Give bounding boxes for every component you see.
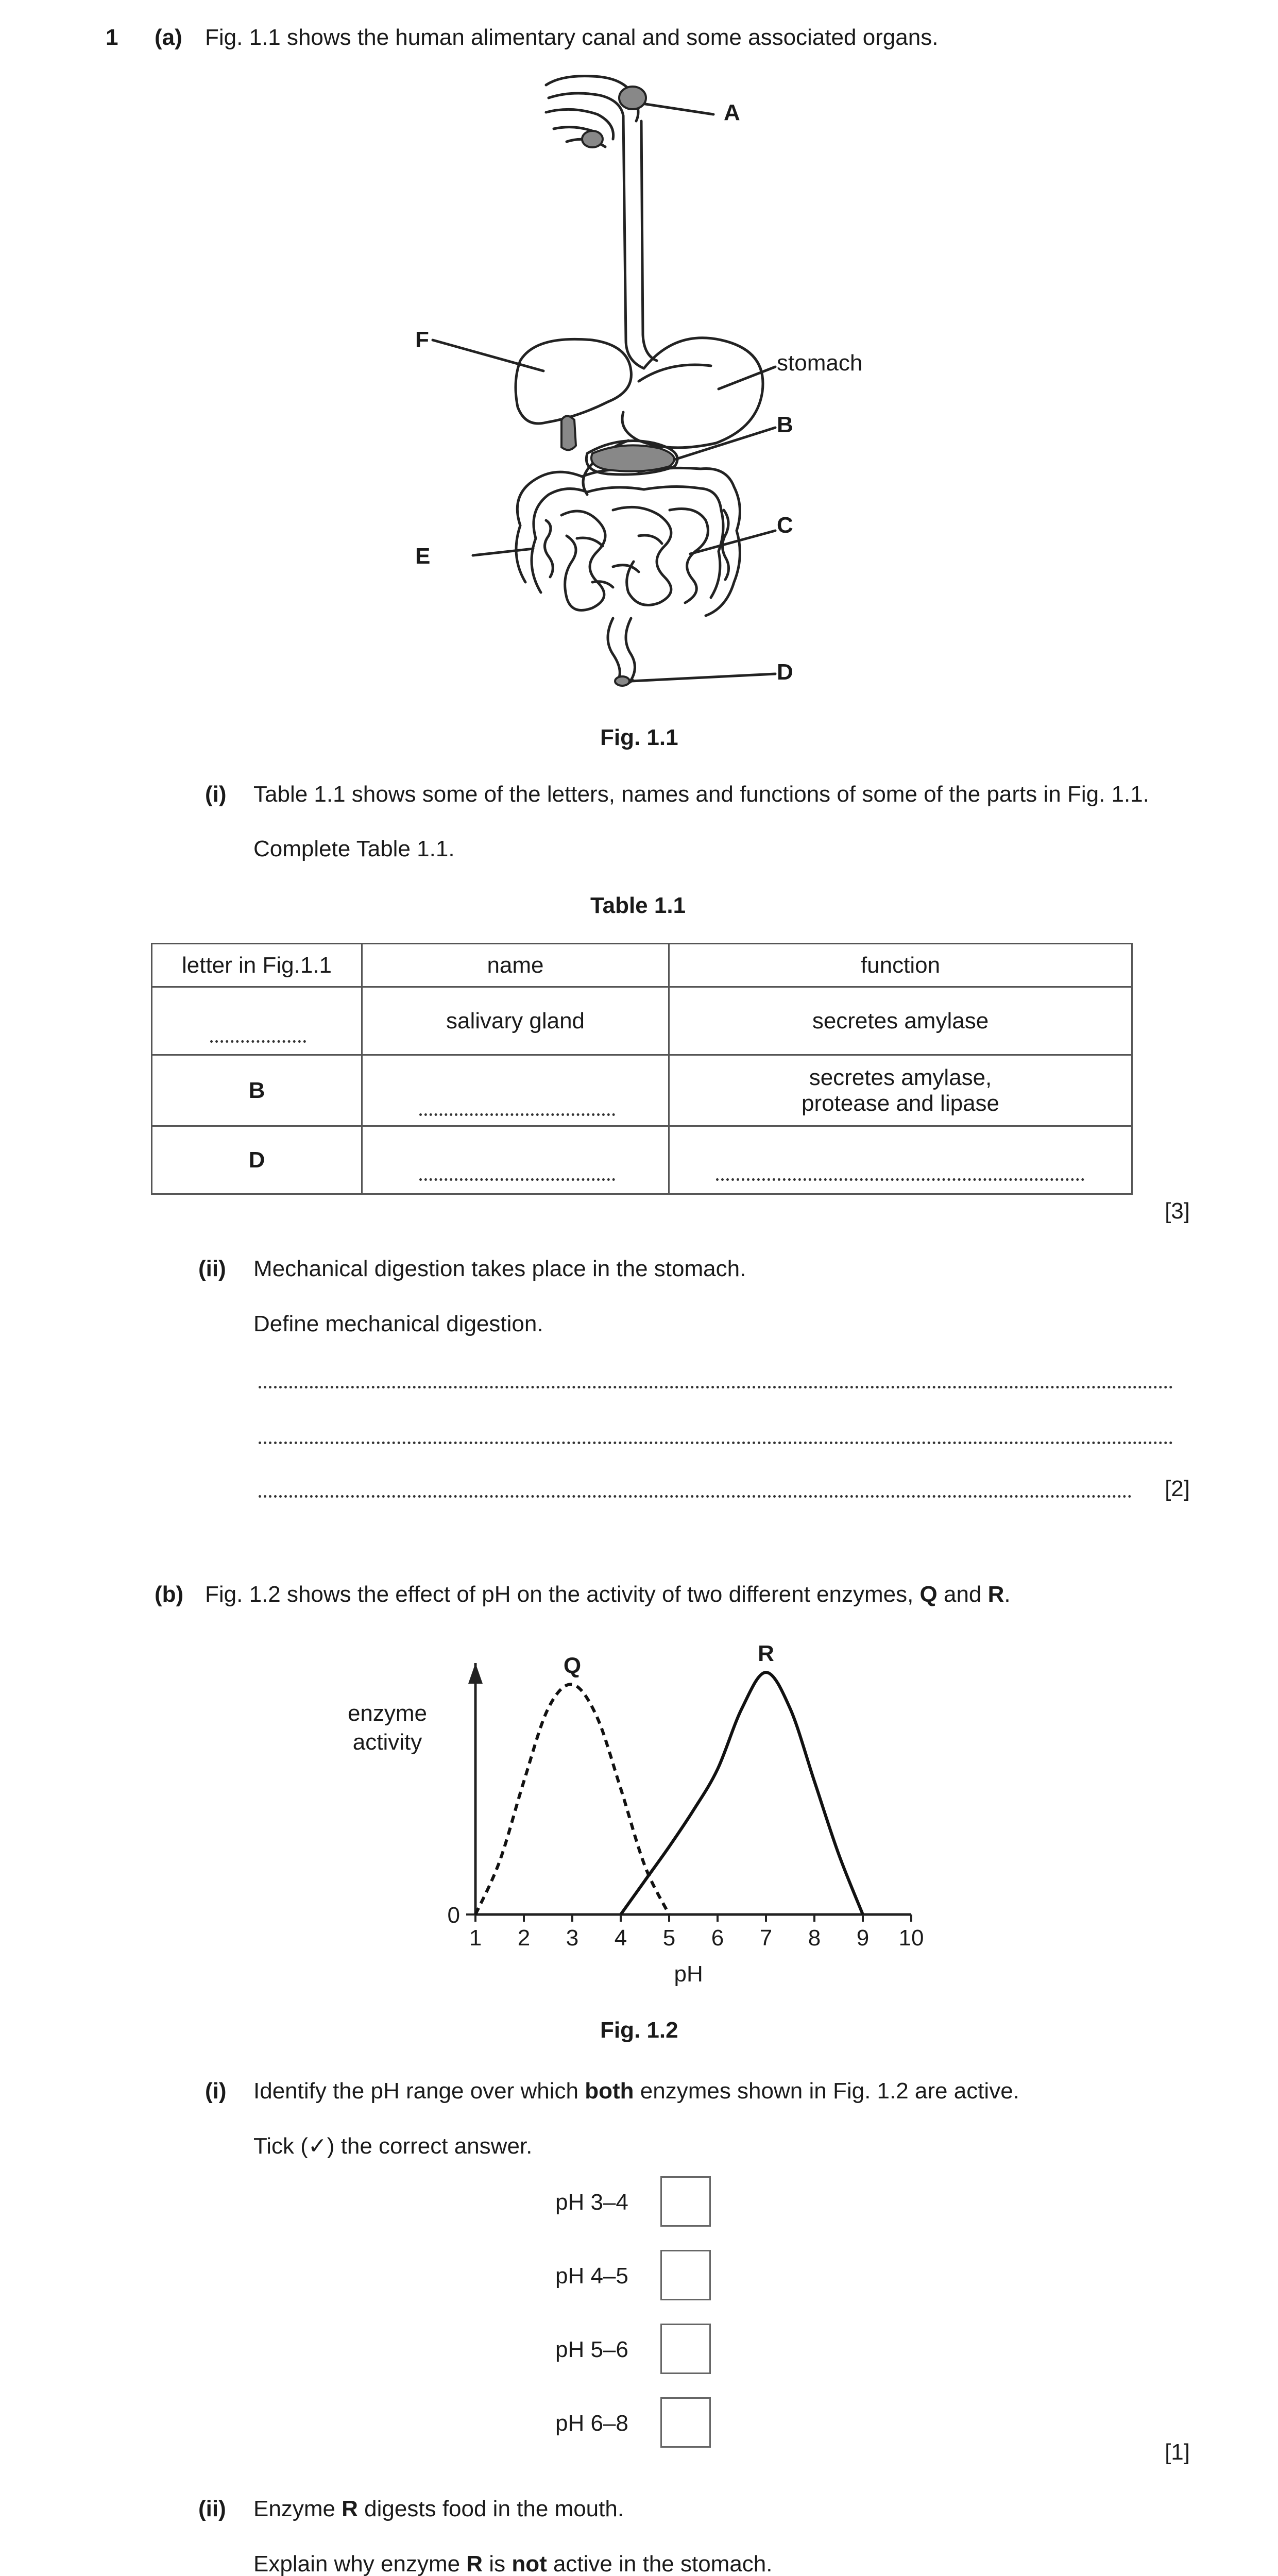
instr-bold-not: not [512, 2551, 547, 2576]
part-b-i-text [253, 2078, 1019, 2104]
part-b-i-text-bold: both [585, 2078, 634, 2104]
x-tick-label: 9 [856, 1925, 870, 1951]
part-b-ii-label: (ii) [198, 2496, 226, 2521]
marks-b-i: [1] [1165, 2439, 1190, 2465]
part-b-i-label: (i) [205, 2078, 227, 2104]
y-tick-label: 0 [447, 1903, 460, 1928]
x-axis-label: pH [674, 1961, 703, 1987]
tick-box-ph-3-4[interactable] [660, 2176, 711, 2227]
enzyme-q-ref: Q [919, 1582, 938, 1607]
instr-post: active in the stomach. [547, 2551, 773, 2576]
marks-a-ii: [2] [1165, 1476, 1190, 1501]
part-a-intro: Fig. 1.1 shows the human alimentary canal and some associated organs. [205, 25, 939, 50]
part-b-intro-end: . [1004, 1582, 1011, 1607]
series-q-line [475, 1684, 669, 1914]
series-q-label: Q [563, 1653, 582, 1679]
x-tick-label: 2 [517, 1925, 531, 1951]
tick-box-ph-6-8[interactable] [660, 2397, 711, 2448]
x-tick-label: 8 [808, 1925, 821, 1951]
part-b-ii-text-pre: Enzyme [253, 2496, 342, 2521]
option-label: pH 5–6 [555, 2337, 628, 2362]
part-a-label: (a) [155, 25, 182, 50]
tick-box-ph-4-5[interactable] [660, 2250, 711, 2300]
x-tick-label: 7 [759, 1925, 773, 1951]
x-tick-label: 4 [614, 1925, 627, 1951]
part-b-ii-text-bold: R [342, 2496, 358, 2521]
table-header: function [669, 944, 1132, 987]
part-b-i-instruction: Tick (✓) the correct answer. [253, 2133, 533, 2159]
part-a-i-label: (i) [205, 782, 227, 807]
x-tick-label: 6 [711, 1925, 724, 1951]
series-r-line [621, 1672, 863, 1914]
part-b-ii-instruction [253, 2551, 772, 2576]
label-A: A [724, 100, 740, 125]
x-tick-label: 5 [662, 1925, 676, 1951]
table-1-1-title: Table 1.1 [590, 893, 686, 918]
part-b-label: (b) [155, 1582, 184, 1607]
label-C: C [777, 513, 793, 538]
tick-box-ph-5-6[interactable] [660, 2324, 711, 2374]
part-b-ii-text [253, 2496, 624, 2522]
table-cell-line: secretes amylase, [809, 1064, 992, 1090]
part-b-i-text-post: enzymes shown in Fig. 1.2 are active. [634, 2078, 1019, 2104]
part-a-ii-instruction: Define mechanical digestion. [253, 1311, 543, 1336]
part-a-i-text: Table 1.1 shows some of the letters, names and functions of some of the parts in Fig. 1.1. [253, 782, 1149, 807]
y-axis-arrow [468, 1663, 483, 1684]
y-axis-label: enzyme [347, 1701, 428, 1726]
instr-mid: is [483, 2551, 512, 2576]
option-label: pH 4–5 [555, 2263, 628, 2289]
label-E: E [415, 544, 431, 569]
enzyme-r-ref: R [987, 1582, 1004, 1607]
x-tick-label: 1 [469, 1925, 482, 1951]
instr-bold-r: R [466, 2551, 483, 2576]
table-header: letter in Fig.1.1 [152, 944, 362, 987]
y-axis-label: activity [352, 1730, 422, 1755]
table-cell: D [152, 1126, 362, 1194]
option-label: pH 3–4 [555, 2190, 628, 2215]
series-r-label: R [758, 1641, 774, 1666]
x-tick-label: 3 [566, 1925, 579, 1951]
label-F: F [415, 327, 429, 352]
figure-1-2-caption: Fig. 1.2 [600, 2018, 678, 2043]
part-a-i-instruction: Complete Table 1.1. [253, 836, 455, 861]
option-label: pH 6–8 [555, 2411, 628, 2436]
part-b-intro-and: and [937, 1582, 988, 1607]
part-b-intro-text: Fig. 1.2 shows the effect of pH on the activity of two different enzymes, [205, 1582, 920, 1607]
x-tick-label: 10 [898, 1925, 924, 1951]
label-stomach: stomach [777, 350, 863, 376]
figure-1-1-caption: Fig. 1.1 [600, 725, 678, 750]
label-B: B [777, 412, 793, 437]
part-a-ii-label: (ii) [198, 1256, 226, 1281]
question-number: 1 [106, 25, 118, 50]
table-cell-line: protease and lipase [801, 1090, 1000, 1116]
part-a-ii-text: Mechanical digestion takes place in the stomach. [253, 1256, 746, 1281]
marks-a-i: [3] [1165, 1198, 1190, 1224]
part-b-ii-text-post: digests food in the mouth. [357, 2496, 624, 2521]
instr-pre: Explain why enzyme [253, 2551, 467, 2576]
table-cell: secretes amylase [669, 987, 1132, 1055]
label-D: D [777, 659, 793, 685]
table-cell: salivary gland [362, 987, 669, 1055]
table-header: name [362, 944, 669, 987]
part-b-i-text-pre: Identify the pH range over which [253, 2078, 585, 2104]
table-cell: B [152, 1055, 362, 1126]
